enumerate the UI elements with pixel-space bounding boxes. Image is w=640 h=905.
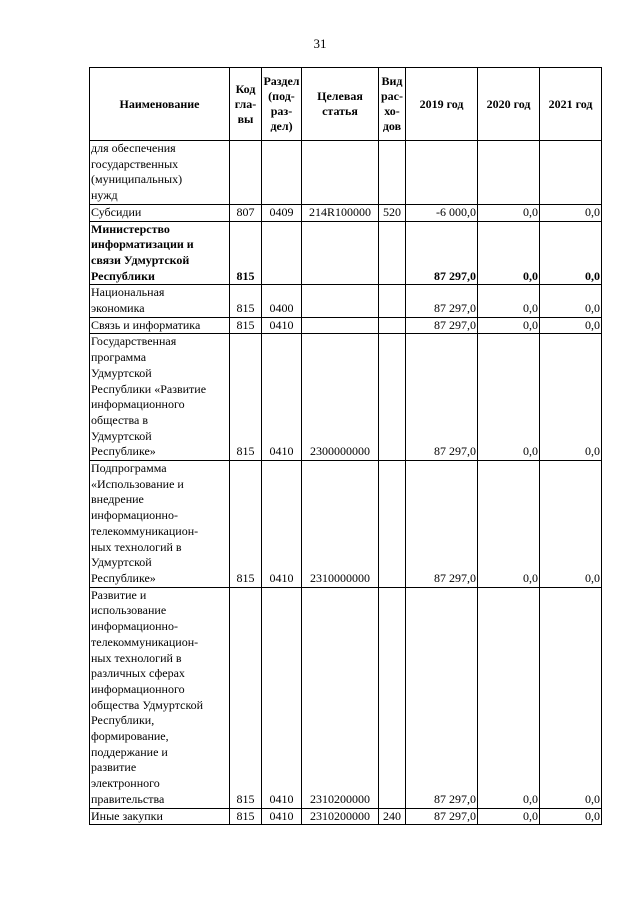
row-statya: 2310000000 xyxy=(302,461,379,588)
table-row xyxy=(90,317,602,334)
row-kod: 815 xyxy=(230,334,262,461)
row-2019: 87 297,0 xyxy=(406,808,478,825)
table-row xyxy=(90,808,602,825)
row-razdel: 0400 xyxy=(262,285,302,317)
row-kod: 815 xyxy=(230,461,262,588)
row-vid: 520 xyxy=(379,204,406,221)
table-row xyxy=(90,461,602,588)
row-name: Связь и информатика xyxy=(90,317,230,334)
row-2019: 87 297,0 xyxy=(406,285,478,317)
header-statya: Целевая статья xyxy=(302,68,379,141)
row-razdel xyxy=(262,221,302,285)
row-2020: 0,0 xyxy=(478,587,540,808)
row-2020: 0,0 xyxy=(478,204,540,221)
row-statya xyxy=(302,317,379,334)
header-2020: 2020 год xyxy=(478,68,540,141)
row-razdel xyxy=(262,141,302,205)
row-2020: 0,0 xyxy=(478,317,540,334)
table-body xyxy=(90,141,602,825)
row-statya: 214R100000 xyxy=(302,204,379,221)
row-vid xyxy=(379,334,406,461)
row-kod: 815 xyxy=(230,221,262,285)
budget-table xyxy=(89,67,602,825)
row-kod: 815 xyxy=(230,317,262,334)
table-row xyxy=(90,334,602,461)
row-statya xyxy=(302,285,379,317)
row-kod: 815 xyxy=(230,587,262,808)
row-kod: 807 xyxy=(230,204,262,221)
row-2021: 0,0 xyxy=(540,587,602,808)
row-2020: 0,0 xyxy=(478,285,540,317)
row-name: Иные закупки xyxy=(90,808,230,825)
table-row xyxy=(90,587,602,808)
row-razdel: 0410 xyxy=(262,587,302,808)
row-2020: 0,0 xyxy=(478,221,540,285)
row-razdel: 0410 xyxy=(262,317,302,334)
row-kod xyxy=(230,141,262,205)
row-razdel: 0410 xyxy=(262,461,302,588)
row-2019: 87 297,0 xyxy=(406,587,478,808)
row-statya xyxy=(302,141,379,205)
row-2021: 0,0 xyxy=(540,221,602,285)
row-razdel: 0410 xyxy=(262,334,302,461)
header-row xyxy=(90,68,602,141)
row-vid xyxy=(379,141,406,205)
row-statya: 2310200000 xyxy=(302,808,379,825)
row-2019: 87 297,0 xyxy=(406,221,478,285)
header-2019: 2019 год xyxy=(406,68,478,141)
row-2019 xyxy=(406,141,478,205)
header-kod: Код гла- вы xyxy=(230,68,262,141)
table-row xyxy=(90,285,602,317)
row-2021: 0,0 xyxy=(540,808,602,825)
row-vid xyxy=(379,461,406,588)
header-vid: Вид рас- хо- дов xyxy=(379,68,406,141)
row-statya xyxy=(302,221,379,285)
table-row xyxy=(90,141,602,205)
row-vid xyxy=(379,587,406,808)
table-row xyxy=(90,221,602,285)
row-2021: 0,0 xyxy=(540,285,602,317)
row-razdel: 0409 xyxy=(262,204,302,221)
row-2019: 87 297,0 xyxy=(406,461,478,588)
row-2020: 0,0 xyxy=(478,461,540,588)
row-name: Субсидии xyxy=(90,204,230,221)
row-2021: 0,0 xyxy=(540,334,602,461)
page-number: 31 xyxy=(313,36,327,51)
row-vid xyxy=(379,285,406,317)
row-2019: 87 297,0 xyxy=(406,317,478,334)
header-razdel: Раздел (под- раз- дел) xyxy=(262,68,302,141)
row-vid xyxy=(379,317,406,334)
row-2020 xyxy=(478,141,540,205)
row-2021: 0,0 xyxy=(540,317,602,334)
row-vid xyxy=(379,221,406,285)
row-statya: 2300000000 xyxy=(302,334,379,461)
table-row xyxy=(90,204,602,221)
row-razdel: 0410 xyxy=(262,808,302,825)
header-2021: 2021 год xyxy=(540,68,602,141)
header-name: Наименование xyxy=(90,68,230,141)
row-2020: 0,0 xyxy=(478,334,540,461)
row-name: Национальная экономика xyxy=(90,285,230,317)
row-name: Министерство информатизации и связи Удмуртской Республики xyxy=(90,221,230,285)
row-statya: 2310200000 xyxy=(302,587,379,808)
row-kod: 815 xyxy=(230,285,262,317)
row-2020: 0,0 xyxy=(478,808,540,825)
row-2021: 0,0 xyxy=(540,461,602,588)
row-name: Развитие и использование информационно- телекоммуникацион- ных технологий в различных сферах информационного общества Удмуртской Республики, формирование, поддержание и развитие электронного правительства xyxy=(90,587,230,808)
row-2021: 0,0 xyxy=(540,204,602,221)
row-vid: 240 xyxy=(379,808,406,825)
row-2019: 87 297,0 xyxy=(406,334,478,461)
row-2019: -6 000,0 xyxy=(406,204,478,221)
row-name: для обеспечения государственных (муниципальных) нужд xyxy=(90,141,230,205)
row-name: Государственная программа Удмуртской Республики «Развитие информационного общества в Удмуртской Республике» xyxy=(90,334,230,461)
row-name: Подпрограмма «Использование и внедрение информационно- телекоммуникацион- ных технологий в Удмуртской Республике» xyxy=(90,461,230,588)
row-2021 xyxy=(540,141,602,205)
row-kod: 815 xyxy=(230,808,262,825)
